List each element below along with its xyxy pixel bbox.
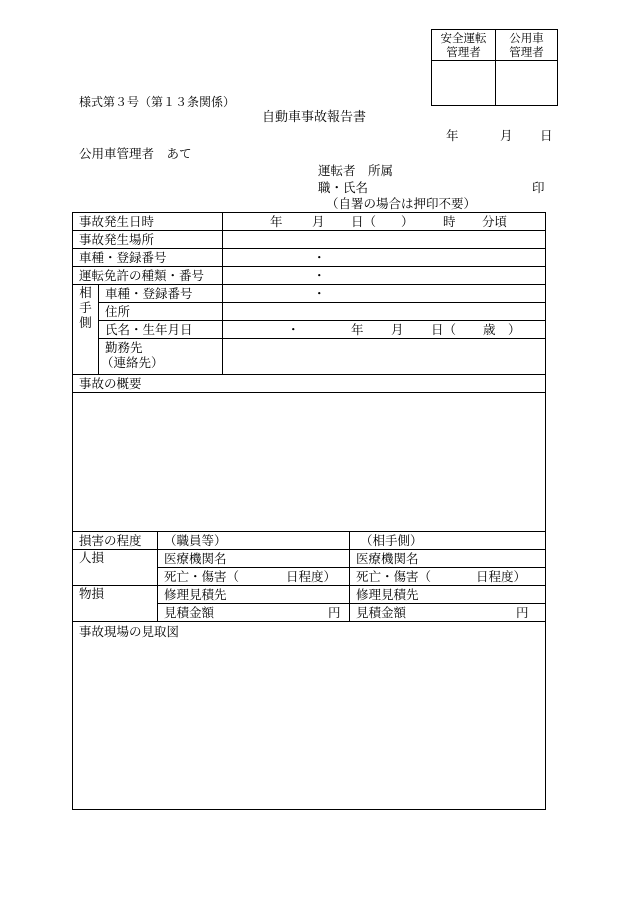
- op-estimate-label: 見積金額: [356, 605, 407, 620]
- op-repair-field[interactable]: 修理見積先: [350, 586, 546, 604]
- table-row: [73, 231, 546, 249]
- op-injury-label: 死亡・傷害（: [356, 569, 432, 584]
- safety-manager-line2: 管理者: [446, 45, 481, 59]
- reporter-dept-label: 運転者 所属: [318, 163, 394, 178]
- op-age: 歳 ）: [483, 322, 521, 337]
- report-date-month: 月: [500, 128, 513, 143]
- report-date-year: 年: [446, 128, 459, 143]
- op-address-field[interactable]: [223, 303, 546, 321]
- op-injury-days: 日程度）: [476, 569, 527, 584]
- dt-month: 月: [312, 214, 325, 229]
- op-work-label-line2: （連絡先）: [101, 355, 164, 370]
- staff-injury-days: 日程度）: [286, 569, 337, 584]
- addressee: 公用車管理者 あて: [79, 146, 192, 161]
- form-number: 様式第３号（第１３条関係）: [79, 95, 236, 109]
- op-estimate-yen: 円: [516, 605, 529, 620]
- op-injury-field[interactable]: [350, 568, 546, 586]
- op-name-label: 氏名・生年月日: [99, 321, 223, 339]
- accident-datetime-field[interactable]: [223, 213, 546, 231]
- table-row: [73, 550, 546, 568]
- license-field[interactable]: [223, 267, 546, 285]
- property-damage-label: 物損: [73, 586, 158, 622]
- other-party-side-label: [73, 285, 99, 375]
- table-row: [73, 285, 546, 303]
- op-vehicle-field[interactable]: [223, 285, 546, 303]
- license-label: 運転免許の種類・番号: [73, 267, 223, 285]
- vehicle-reg-dot: ・: [313, 250, 326, 265]
- reporter-name-label: 職・氏名: [318, 180, 369, 195]
- signature-note: （自署の場合は押印不要）: [326, 196, 477, 211]
- op-estimate-field[interactable]: [350, 604, 546, 622]
- personal-damage-label: 人損: [73, 550, 158, 586]
- table-row: [73, 532, 546, 550]
- op-medical-field[interactable]: 医療機関名: [350, 550, 546, 568]
- table-row: [73, 213, 546, 231]
- op-name-dot: ・: [287, 322, 300, 337]
- op-address-label: 住所: [99, 303, 223, 321]
- vehicle-reg-label: 車種・登録番号: [73, 249, 223, 267]
- summary-field[interactable]: [73, 393, 546, 532]
- staff-estimate-field[interactable]: [158, 604, 350, 622]
- vehicle-manager-seal-cell[interactable]: [496, 61, 558, 106]
- approval-stamp-box: [431, 29, 558, 106]
- table-row: [73, 586, 546, 604]
- dt-minute: 分頃: [482, 214, 508, 229]
- other-side-header: （相手側）: [350, 532, 546, 550]
- op-vehicle-dot: ・: [313, 286, 326, 301]
- dt-hour: 時: [443, 214, 456, 229]
- accident-report-table: [72, 212, 546, 810]
- staff-side-header: （職員等）: [158, 532, 350, 550]
- summary-label: 事故の概要: [73, 375, 546, 393]
- staff-repair-field[interactable]: 修理見積先: [158, 586, 350, 604]
- safety-manager-line1: 安全運転: [440, 31, 487, 45]
- op-vehicle-label: 車種・登録番号: [99, 285, 223, 303]
- table-row: [73, 303, 546, 321]
- sketch-area[interactable]: [73, 622, 546, 810]
- seal-mark: 印: [532, 180, 545, 195]
- sketch-label: 事故現場の見取図: [79, 624, 180, 639]
- license-dot: ・: [313, 268, 326, 283]
- other-party-char-3: 側: [79, 315, 92, 330]
- table-row: [73, 375, 546, 393]
- safety-manager-header: [432, 30, 496, 61]
- dt-day: 日（ ）: [351, 214, 414, 229]
- op-work-label: [99, 339, 223, 375]
- damage-label: 損害の程度: [73, 532, 158, 550]
- op-birth-month: 月: [391, 322, 404, 337]
- vehicle-manager-line1: 公用車: [509, 31, 544, 45]
- table-row: [73, 622, 546, 810]
- report-date-day: 日: [540, 128, 553, 143]
- staff-estimate-yen: 円: [328, 605, 341, 620]
- table-row: [73, 393, 546, 532]
- staff-medical-field[interactable]: 医療機関名: [158, 550, 350, 568]
- staff-injury-label: 死亡・傷害（: [164, 569, 240, 584]
- accident-datetime-label: 事故発生日時: [73, 213, 223, 231]
- vehicle-reg-field[interactable]: [223, 249, 546, 267]
- vehicle-manager-header: [496, 30, 558, 61]
- other-party-char-2: 手: [79, 300, 92, 315]
- staff-estimate-label: 見積金額: [164, 605, 215, 620]
- table-row: [73, 249, 546, 267]
- table-row: [73, 339, 546, 375]
- op-birth-year: 年: [351, 322, 364, 337]
- vehicle-manager-line2: 管理者: [509, 45, 544, 59]
- safety-manager-seal-cell[interactable]: [432, 61, 496, 106]
- other-party-char-1: 相: [79, 285, 92, 300]
- dt-year: 年: [270, 214, 283, 229]
- table-row: [73, 321, 546, 339]
- accident-location-field[interactable]: [223, 231, 546, 249]
- op-work-label-line1: 勤務先: [105, 340, 143, 355]
- accident-location-label: 事故発生場所: [73, 231, 223, 249]
- op-birth-day: 日（: [431, 322, 457, 337]
- op-work-field[interactable]: [223, 339, 546, 375]
- table-row: [73, 267, 546, 285]
- op-name-field[interactable]: [223, 321, 546, 339]
- staff-injury-field[interactable]: [158, 568, 350, 586]
- page-title: 自動車事故報告書: [262, 110, 367, 125]
